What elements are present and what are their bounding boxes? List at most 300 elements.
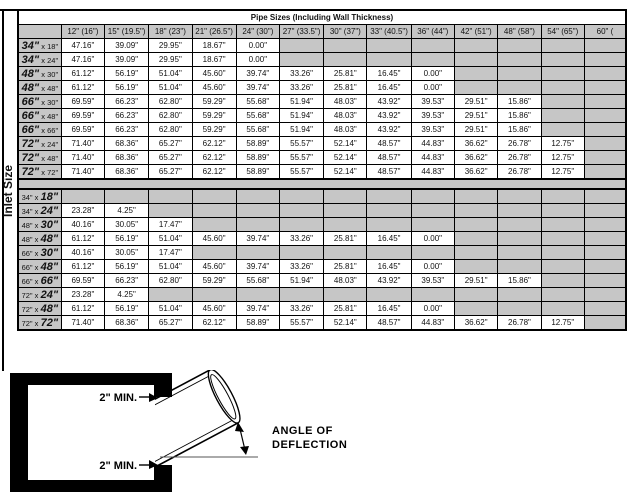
clearance-cell: [192, 218, 236, 232]
clearance-cell: 0.00": [411, 67, 454, 81]
clearance-cell: 26.78": [498, 165, 541, 180]
table-row: [18, 316, 626, 331]
clearance-cell: 26.78": [498, 137, 541, 151]
inlet-row-label: [18, 232, 61, 246]
clearance-cell: [192, 204, 236, 218]
clearance-cell: 4.25": [105, 204, 149, 218]
clearance-cell: 51.94": [280, 123, 324, 137]
pipe-table: [17, 9, 627, 331]
row-label-bold: 72": [21, 137, 40, 150]
clearance-cell: 68.36": [105, 151, 149, 165]
table-row: [18, 151, 626, 165]
clearance-cell: [149, 204, 192, 218]
row-label-small: 66" x: [21, 262, 39, 272]
clearance-cell: 45.60": [192, 81, 236, 95]
clearance-cell: 62.12": [192, 316, 236, 331]
clearance-cell: 47.16": [61, 39, 104, 53]
clearance-cell: [411, 53, 454, 67]
clearance-cell: 36.62": [454, 137, 497, 151]
clearance-cell: 15.86": [498, 109, 541, 123]
table-row: [18, 137, 626, 151]
table-row: [18, 67, 626, 81]
column-header: 33" (40.5"): [367, 25, 411, 39]
clearance-cell: 30.05": [105, 218, 149, 232]
clearance-cell: [280, 218, 324, 232]
row-label-bold: 66": [21, 95, 40, 108]
clearance-cell: 18.67": [192, 53, 236, 67]
inlet-row-label: [18, 123, 61, 137]
row-label-bold: 72": [40, 316, 59, 329]
clearance-cell: [584, 39, 626, 53]
clearance-cell: 40.16": [61, 246, 104, 260]
row-label-small: 48" x: [21, 234, 39, 244]
clearance-cell: [541, 288, 584, 302]
column-header: 48" (58"): [498, 25, 541, 39]
row-label-bold: 48": [21, 81, 40, 94]
clearance-cell: 15.86": [498, 123, 541, 137]
clearance-cell: 33.26": [280, 302, 324, 316]
clearance-cell: 65.27": [149, 137, 192, 151]
clearance-cell: [280, 53, 324, 67]
clearance-cell: 62.80": [149, 109, 192, 123]
clearance-cell: [498, 189, 541, 204]
clearance-cell: [324, 246, 367, 260]
clearance-cell: [584, 232, 626, 246]
clearance-cell: 39.09": [105, 53, 149, 67]
clearance-cell: 66.23": [105, 95, 149, 109]
clearance-cell: 23.28": [61, 204, 104, 218]
row-label-bold: 48": [40, 302, 59, 315]
clearance-cell: 51.04": [149, 232, 192, 246]
column-header: 54" (65"): [541, 25, 584, 39]
clearance-cell: 51.04": [149, 260, 192, 274]
clearance-cell: 58.89": [236, 165, 279, 180]
clearance-cell: 29.51": [454, 95, 497, 109]
column-header: 21" (26.5"): [192, 25, 236, 39]
clearance-cell: [584, 81, 626, 95]
clearance-cell: [454, 189, 497, 204]
clearance-cell: [584, 165, 626, 180]
clearance-cell: 51.04": [149, 81, 192, 95]
clearance-cell: 25.81": [324, 81, 367, 95]
clearance-cell: 56.19": [105, 260, 149, 274]
clearance-cell: [324, 39, 367, 53]
clearance-cell: 51.04": [149, 302, 192, 316]
clearance-cell: 56.19": [105, 67, 149, 81]
clearance-cell: 43.92": [367, 109, 411, 123]
clearance-cell: [584, 274, 626, 288]
clearance-cell: 47.16": [61, 53, 104, 67]
row-label-small: 48" x: [21, 220, 39, 230]
clearance-cell: [584, 123, 626, 137]
clearance-cell: 15.86": [498, 274, 541, 288]
clearance-cell: 48.03": [324, 123, 367, 137]
clearance-cell: [541, 39, 584, 53]
row-label-bold: 18": [40, 190, 59, 203]
table-row: [18, 109, 626, 123]
clearance-cell: 71.40": [61, 165, 104, 180]
inlet-row-label: [18, 109, 61, 123]
clearance-cell: 43.92": [367, 274, 411, 288]
table-row: [18, 246, 626, 260]
clearance-cell: [411, 288, 454, 302]
inlet-row-label: [18, 316, 61, 331]
row-label-bold: 24": [40, 288, 59, 301]
clearance-cell: 61.12": [61, 67, 104, 81]
clearance-cell: [584, 189, 626, 204]
clearance-cell: 16.45": [367, 67, 411, 81]
row-label-bold: 66": [40, 274, 59, 287]
clearance-cell: 52.14": [324, 137, 367, 151]
row-label-bold: 34": [21, 39, 40, 52]
clearance-cell: 39.74": [236, 260, 279, 274]
clearance-cell: 4.25": [105, 288, 149, 302]
clearance-cell: [584, 95, 626, 109]
clearance-cell: 65.27": [149, 151, 192, 165]
clearance-cell: [367, 39, 411, 53]
clearance-cell: [280, 189, 324, 204]
clearance-cell: 48.57": [367, 137, 411, 151]
clearance-cell: [584, 260, 626, 274]
clearance-cell: [149, 189, 192, 204]
clearance-cell: 62.80": [149, 123, 192, 137]
clearance-cell: [541, 204, 584, 218]
clearance-cell: 12.75": [541, 316, 584, 331]
table-row: [18, 204, 626, 218]
clearance-cell: 62.80": [149, 274, 192, 288]
clearance-cell: 33.26": [280, 260, 324, 274]
clearance-cell: 58.89": [236, 137, 279, 151]
inlet-row-label: [18, 53, 61, 67]
clearance-cell: 56.19": [105, 81, 149, 95]
clearance-cell: 17.47": [149, 246, 192, 260]
clearance-cell: 0.00": [411, 302, 454, 316]
clearance-cell: [454, 39, 497, 53]
clearance-cell: [280, 39, 324, 53]
clearance-cell: [236, 218, 279, 232]
clearance-cell: [454, 232, 497, 246]
clearance-cell: 68.36": [105, 316, 149, 331]
clearance-cell: [454, 204, 497, 218]
table-title: Pipe Sizes (Including Wall Thickness): [18, 10, 626, 25]
clearance-cell: 55.68": [236, 274, 279, 288]
clearance-cell: [498, 218, 541, 232]
clearance-cell: [454, 67, 497, 81]
clearance-cell: 62.12": [192, 151, 236, 165]
section-separator: [18, 179, 626, 189]
row-label-bold: 30": [40, 218, 59, 231]
clearance-cell: 17.47": [149, 218, 192, 232]
clearance-cell: 0.00": [411, 232, 454, 246]
clearance-cell: 45.60": [192, 67, 236, 81]
clearance-cell: 26.78": [498, 316, 541, 331]
clearance-cell: [541, 123, 584, 137]
inlet-row-label: [18, 302, 61, 316]
clearance-cell: 39.53": [411, 274, 454, 288]
min-gap-bottom-label: 2" MIN.: [99, 460, 137, 472]
clearance-cell: [280, 288, 324, 302]
clearance-cell: [541, 302, 584, 316]
row-label-bold: 24": [40, 204, 59, 217]
clearance-cell: 45.60": [192, 232, 236, 246]
clearance-cell: [367, 218, 411, 232]
clearance-cell: 15.86": [498, 95, 541, 109]
clearance-cell: [541, 53, 584, 67]
clearance-cell: [367, 288, 411, 302]
clearance-cell: 66.23": [105, 123, 149, 137]
clearance-cell: [149, 288, 192, 302]
clearance-cell: 12.75": [541, 151, 584, 165]
clearance-cell: 48.03": [324, 95, 367, 109]
clearance-cell: 59.29": [192, 109, 236, 123]
clearance-cell: 65.27": [149, 316, 192, 331]
clearance-cell: [498, 246, 541, 260]
row-label-small: x 30": [41, 97, 59, 107]
column-header: 24" (30"): [236, 25, 279, 39]
clearance-cell: [454, 218, 497, 232]
clearance-cell: [236, 288, 279, 302]
clearance-cell: [584, 246, 626, 260]
row-label-bold: 48": [40, 232, 59, 245]
table-row: [18, 260, 626, 274]
clearance-cell: 12.75": [541, 165, 584, 180]
table-row: [18, 274, 626, 288]
clearance-cell: [541, 260, 584, 274]
clearance-cell: [192, 189, 236, 204]
clearance-cell: 25.81": [324, 302, 367, 316]
clearance-cell: [541, 246, 584, 260]
clearance-cell: 39.53": [411, 109, 454, 123]
clearance-cell: 39.74": [236, 302, 279, 316]
clearance-cell: 43.92": [367, 95, 411, 109]
clearance-cell: 59.29": [192, 95, 236, 109]
column-header: 27" (33.5"): [280, 25, 324, 39]
column-header: 12" (16"): [61, 25, 104, 39]
clearance-cell: 68.36": [105, 165, 149, 180]
clearance-cell: [61, 189, 104, 204]
clearance-cell: 66.23": [105, 109, 149, 123]
clearance-cell: [584, 302, 626, 316]
clearance-cell: 39.53": [411, 123, 454, 137]
clearance-cell: [324, 204, 367, 218]
angle-of-deflection-label-line2: DEFLECTION: [272, 439, 348, 451]
clearance-cell: [498, 204, 541, 218]
clearance-cell: [105, 189, 149, 204]
table-row: [18, 81, 626, 95]
table-row: [18, 218, 626, 232]
clearance-cell: 69.59": [61, 123, 104, 137]
clearance-cell: 33.26": [280, 81, 324, 95]
clearance-cell: 58.89": [236, 316, 279, 331]
clearance-cell: 51.94": [280, 95, 324, 109]
clearance-cell: 56.19": [105, 232, 149, 246]
clearance-cell: 71.40": [61, 151, 104, 165]
clearance-cell: 44.83": [411, 165, 454, 180]
row-label-small: x 48": [41, 111, 59, 121]
clearance-cell: 0.00": [236, 39, 279, 53]
section-separator-cell: [18, 179, 626, 189]
column-header: 15" (19.5"): [105, 25, 149, 39]
clearance-cell: 69.59": [61, 109, 104, 123]
row-label-small: x 48": [41, 153, 59, 163]
table-row: [18, 165, 626, 180]
clearance-cell: [454, 260, 497, 274]
deflection-diagram: [0, 370, 430, 497]
clearance-cell: [498, 53, 541, 67]
clearance-cell: 66.23": [105, 274, 149, 288]
inlet-row-label: [18, 288, 61, 302]
clearance-cell: [584, 151, 626, 165]
clearance-cell: 44.83": [411, 316, 454, 331]
clearance-cell: 29.51": [454, 109, 497, 123]
clearance-cell: 48.03": [324, 109, 367, 123]
inlet-row-label: [18, 67, 61, 81]
clearance-cell: 44.83": [411, 151, 454, 165]
inlet-row-label: [18, 204, 61, 218]
clearance-cell: 33.26": [280, 67, 324, 81]
clearance-cell: [454, 288, 497, 302]
clearance-cell: [584, 137, 626, 151]
table-row: [18, 302, 626, 316]
column-header-row: [18, 25, 626, 39]
clearance-cell: 52.14": [324, 316, 367, 331]
clearance-cell: [541, 189, 584, 204]
column-header: 42" (51"): [454, 25, 497, 39]
clearance-cell: 61.12": [61, 232, 104, 246]
clearance-cell: [498, 67, 541, 81]
row-label-bold: 66": [21, 123, 40, 136]
clearance-cell: [454, 246, 497, 260]
row-label-small: x 24": [41, 139, 59, 149]
clearance-cell: 29.51": [454, 123, 497, 137]
clearance-cell: 39.74": [236, 67, 279, 81]
clearance-cell: [411, 39, 454, 53]
clearance-cell: [498, 232, 541, 246]
clearance-cell: 12.75": [541, 137, 584, 151]
clearance-cell: 52.14": [324, 165, 367, 180]
clearance-cell: 69.59": [61, 95, 104, 109]
clearance-cell: 55.57": [280, 151, 324, 165]
clearance-cell: 26.78": [498, 151, 541, 165]
clearance-cell: 25.81": [324, 232, 367, 246]
clearance-cell: 62.12": [192, 137, 236, 151]
clearance-cell: [411, 246, 454, 260]
row-label-bold: 66": [21, 109, 40, 122]
table-row: [18, 288, 626, 302]
column-header: 60" (: [584, 25, 626, 39]
clearance-cell: [324, 218, 367, 232]
clearance-cell: 62.12": [192, 165, 236, 180]
clearance-cell: 16.45": [367, 260, 411, 274]
clearance-cell: 55.68": [236, 123, 279, 137]
clearance-cell: [324, 288, 367, 302]
clearance-cell: [541, 232, 584, 246]
clearance-cell: 68.36": [105, 137, 149, 151]
clearance-cell: 55.57": [280, 316, 324, 331]
clearance-cell: 39.74": [236, 81, 279, 95]
clearance-cell: [280, 204, 324, 218]
clearance-cell: 16.45": [367, 302, 411, 316]
row-label-bold: 72": [21, 165, 40, 178]
table-row: [18, 123, 626, 137]
title-row: [18, 10, 626, 25]
row-label-small: 34" x: [21, 192, 39, 202]
clearance-cell: [411, 218, 454, 232]
clearance-cell: [367, 189, 411, 204]
clearance-cell: 58.89": [236, 151, 279, 165]
inlet-row-label: [18, 81, 61, 95]
clearance-cell: 48.03": [324, 274, 367, 288]
table-row: [18, 95, 626, 109]
inlet-row-label: [18, 165, 61, 180]
inlet-row-label: [18, 274, 61, 288]
inlet-row-label: [18, 246, 61, 260]
column-header: 18" (23"): [149, 25, 192, 39]
clearance-cell: [454, 53, 497, 67]
row-label-small: x 48": [41, 83, 59, 93]
clearance-cell: 25.81": [324, 260, 367, 274]
clearance-cell: [584, 109, 626, 123]
clearance-cell: [498, 302, 541, 316]
clearance-cell: 62.80": [149, 95, 192, 109]
row-label-small: x 24": [41, 55, 59, 65]
table-row: [18, 39, 626, 53]
clearance-cell: 40.16": [61, 218, 104, 232]
clearance-cell: 18.67": [192, 39, 236, 53]
clearance-cell: [498, 260, 541, 274]
clearance-cell: 44.83": [411, 137, 454, 151]
clearance-cell: [367, 204, 411, 218]
clearance-cell: 48.57": [367, 151, 411, 165]
clearance-cell: [411, 189, 454, 204]
clearance-cell: 39.53": [411, 95, 454, 109]
inlet-size-axis-label: Inlet Size: [1, 165, 15, 218]
inlet-row-label: [18, 218, 61, 232]
clearance-cell: 71.40": [61, 316, 104, 331]
corner-cell: [18, 25, 61, 39]
inlet-row-label: [18, 95, 61, 109]
clearance-cell: [541, 95, 584, 109]
row-label-small: 72" x: [21, 304, 39, 314]
row-label-small: 72" x: [21, 290, 39, 300]
table-row: [18, 53, 626, 67]
clearance-cell: [541, 81, 584, 95]
clearance-cell: [454, 81, 497, 95]
clearance-cell: [324, 189, 367, 204]
inlet-row-label: [18, 151, 61, 165]
clearance-cell: 48.57": [367, 316, 411, 331]
column-header: 36" (44"): [411, 25, 454, 39]
clearance-cell: 29.95": [149, 39, 192, 53]
clearance-cell: 39.09": [105, 39, 149, 53]
clearance-cell: [367, 53, 411, 67]
clearance-cell: 52.14": [324, 151, 367, 165]
clearance-cell: [236, 204, 279, 218]
column-header: 30" (37"): [324, 25, 367, 39]
row-label-small: x 72": [41, 167, 59, 177]
angle-of-deflection-label-line1: ANGLE OF: [272, 425, 333, 437]
row-label-small: x 66": [41, 125, 59, 135]
clearance-cell: [584, 53, 626, 67]
clearance-cell: 51.94": [280, 109, 324, 123]
clearance-cell: 56.19": [105, 302, 149, 316]
clearance-cell: [411, 204, 454, 218]
clearance-cell: 45.60": [192, 302, 236, 316]
clearance-cell: 55.68": [236, 109, 279, 123]
clearance-cell: [454, 302, 497, 316]
row-label-small: 72" x: [21, 318, 39, 328]
clearance-cell: 36.62": [454, 316, 497, 331]
